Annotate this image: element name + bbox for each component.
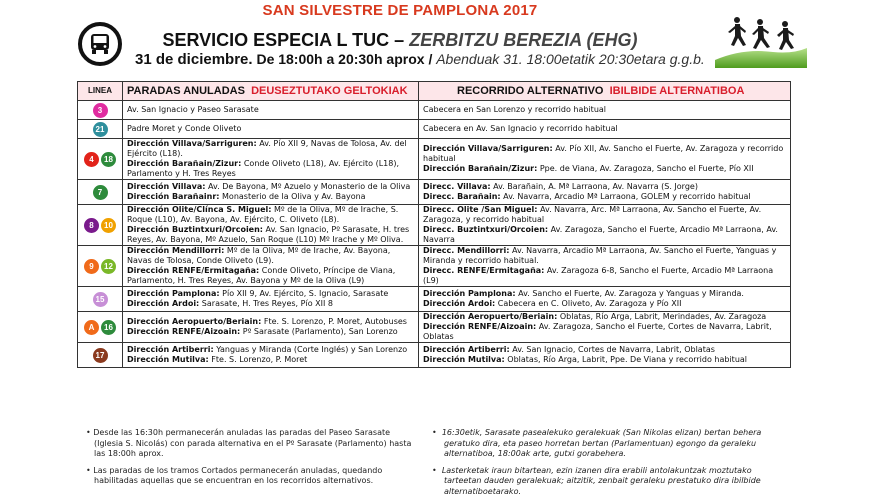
line-badge: 10: [101, 218, 116, 233]
line-badge: 9: [84, 259, 99, 274]
cancelled-stops-cell: [123, 205, 419, 246]
line-cell: [78, 287, 123, 312]
date-line: [135, 51, 705, 68]
cancelled-stops-cell: [123, 312, 419, 343]
direction-label: Dirección Mutilva:: [127, 355, 209, 364]
route-text: Av. Zaragoza, Sancho el Fuerte, Cortes de Navarra, Labrit, Oblatas: [423, 322, 772, 341]
alternative-route-cell: [419, 287, 791, 312]
cancelled-stop-entry: [127, 105, 414, 115]
direction-label: Dirección Villava/Sarriguren:: [423, 144, 553, 153]
cancelled-stop-entry: [127, 345, 414, 355]
note-es-2-text: Las paradas de los tramos Cortados permanecerán anuladas, quedando habilitadas aquellas que se encuentran en los recorridos alternativos.: [93, 465, 383, 485]
alternative-route-entry: [423, 312, 786, 322]
route-text: Av. Navarra, Arcadio Mª Larraona, Av. Sancho el Fuerte, Yanguas y Miranda y recorrido habitual.: [423, 246, 777, 265]
route-text: Ppe. de Viana, Av. Zaragoza, Sancho el Fuerte, Pío XII: [537, 164, 754, 173]
alternative-route-entry: [423, 164, 786, 174]
direction-label: Dirección Ardoi:: [127, 299, 200, 308]
bus-lines-table: [77, 81, 791, 368]
note-eu-2: • Lasterketak iraun bitartean, ezin izanen dira erabili antolakuntzak moztutako tarteetan dauden geralekuak; aitzitik, zenbait geraleku prestatuko dira ibilbide alternatiboetarako.: [432, 465, 761, 496]
direction-label: Dirección Pamplona:: [423, 289, 516, 298]
line-badge: 15: [93, 292, 108, 307]
alternative-route-entry: [423, 124, 786, 134]
col-header-paradas-es: PARADAS ANULADAS: [127, 85, 245, 97]
direction-label: Dirección RENFE/Ermitagaña:: [127, 266, 260, 275]
route-text: Av. Navarra, Arc. Mª Larraona, Av. Sancho el Fuerte, Av. Zaragoza, y recorrido habitual: [423, 205, 762, 224]
service-title-es: SERVICIO ESPECIA L TUC –: [162, 30, 405, 50]
runners-logo: [713, 12, 809, 68]
cancelled-stop-entry: [127, 299, 414, 309]
table-row: [78, 205, 791, 246]
direction-label: Dirección Barañain/Zizur:: [423, 164, 538, 173]
route-text: Cabecera en C. Oliveto, Av. Zaragoza y Pío XII: [495, 299, 682, 308]
col-header-recorrido-eu: IBILBIDE ALTERNATIBOA: [609, 85, 745, 97]
note-es-1: • Desde las 16:30h permanecerán anuladas las paradas del Paseo Sarasate (Iglesia S. Nicolás) con parada alternativa en el Pº Sarasate (Parlamento) hasta las 18:00h aprox.: [86, 428, 412, 458]
alternative-route-entry: [423, 355, 786, 365]
alternative-route-cell: [419, 343, 791, 368]
route-text: Av. De Bayona, Mº Azuelo y Monasterio de la Oliva: [205, 182, 411, 191]
line-cell: [78, 205, 123, 246]
route-text: Av. Pío XII 9, Navas de Tolosa, Av. del Ejército (L18).: [127, 139, 407, 158]
alternative-route-entry: [423, 299, 786, 309]
alternative-route-entry: [423, 205, 786, 225]
route-text: Sarasate, H. Tres Reyes, Pío XII 8: [199, 299, 333, 308]
cancelled-stop-entry: [127, 182, 414, 192]
col-header-paradas: [123, 82, 419, 101]
route-text: Av. Zaragoza 6-8, Sancho el Fuerte, Arcadio Mª Larraona (L9): [423, 266, 774, 285]
table-row: [78, 139, 791, 180]
direction-label: Dirección Buztintxuri/Orcoien:: [127, 225, 264, 234]
table-row: [78, 180, 791, 205]
alternative-route-entry: [423, 345, 786, 355]
alternative-route-cell: [419, 101, 791, 120]
direction-label: Dirección Villava:: [127, 182, 206, 191]
line-badge: 4: [84, 152, 99, 167]
cancelled-stops-cell: [123, 246, 419, 287]
alternative-route-entry: [423, 266, 786, 286]
direction-label: Dirección Pamplona:: [127, 289, 220, 298]
cancelled-stops-cell: [123, 120, 419, 139]
direction-label: Direcc. Buztintxuri/Orcoien:: [423, 225, 549, 234]
alternative-route-entry: [423, 289, 786, 299]
table-body: [78, 101, 791, 368]
table-row: [78, 246, 791, 287]
col-header-recorrido-es: RECORRIDO ALTERNATIVO: [457, 85, 604, 97]
cancelled-stop-entry: [127, 355, 414, 365]
cancelled-stop-entry: [127, 225, 414, 245]
cancelled-stop-entry: [127, 317, 414, 327]
line-cell: [78, 246, 123, 287]
line-badge: 7: [93, 185, 108, 200]
direction-label: Dirección Aeropuerto/Beriain:: [423, 312, 558, 321]
date-eu: Abenduak 31.: [436, 51, 523, 67]
route-text: Av. Navarra, Arcadio Mª Larraona, GOLEM y recorrido habitual: [500, 192, 751, 201]
direction-label: Dirección Artiberri:: [423, 345, 510, 354]
direction-label: Direcc. RENFE/Ermitagaña:: [423, 266, 545, 275]
cancelled-stop-entry: [127, 139, 414, 159]
event-title: SAN SILVESTRE DE PAMPLONA 2017: [262, 2, 538, 19]
col-header-paradas-eu: DEUSEZTUTAKO GELTOKIAK: [251, 85, 408, 97]
col-header-linea: LINEA: [78, 82, 123, 101]
cancelled-stops-cell: [123, 101, 419, 120]
cancelled-stops-cell: [123, 343, 419, 368]
route-text: Fte. S. Lorenzo, P. Moret: [208, 355, 308, 364]
direction-label: Dirección RENFE/Aizoain:: [423, 322, 537, 331]
cancelled-stop-entry: [127, 289, 414, 299]
direction-label: Dirección Mendillorri:: [127, 246, 225, 255]
note-eu-2-text: Lasterketak iraun bitartean, ezin izanen dira erabili antolakuntzak moztutako tarteetan dauden geralekuak; aitzitik, zenbait geraleku prestatuko dira ibilbide alternatiboetarako.: [441, 465, 761, 496]
route-text: Pº Sarasate (Parlamento), San Lorenzo: [240, 327, 398, 336]
line-cell: [78, 101, 123, 120]
time-es: De 18:00h a 20:30h aprox: [256, 51, 425, 67]
cancelled-stop-entry: [127, 246, 414, 266]
cancelled-stop-entry: [127, 266, 414, 286]
note-eu-1-text: 16:30etik, Sarasate pasealekuko geralekuak (San Nikolas elizan) bertan behera geratuko dira, eta paseo horretan bertan (Parlamentuan) egongo da geraleku alternatiboa, 18:00ak arte, gutxi gorabehera.: [441, 428, 762, 458]
cancelled-stop-entry: [127, 159, 414, 179]
direction-label: Dirección Aeropuerto/Beriain:: [127, 317, 262, 326]
direction-label: Direcc. Villava:: [423, 182, 491, 191]
alternative-route-cell: [419, 120, 791, 139]
cancelled-stops-cell: [123, 139, 419, 180]
route-text: Oblatas, Río Arga, Labrit, Merindades, Av. Zaragoza: [557, 312, 767, 321]
direction-label: Dirección Ardoi:: [423, 299, 496, 308]
route-text: Mº de la Oliva, Mº de Irache, S. Roque (L10), Av. Bayona, Av. Ejército, C. Oliveto (L8).: [127, 205, 399, 224]
cancelled-stop-entry: [127, 192, 414, 202]
date-es: 31 de diciembre.: [135, 51, 253, 68]
direction-label: Dirección Mutilva:: [423, 355, 505, 364]
time-eu: 18:00etatik 20:30etara g.g.b.: [526, 51, 705, 67]
line-badge: A: [84, 320, 99, 335]
table-header-row: [78, 82, 791, 101]
direction-label: Dirección Barañainr:: [127, 192, 220, 201]
alternative-route-entry: [423, 182, 786, 192]
line-cell: [78, 120, 123, 139]
line-badge: 3: [93, 103, 108, 118]
alternative-route-entry: [423, 225, 786, 245]
direction-label: Dirección RENFE/Aizoain:: [127, 327, 241, 336]
direction-label: Dirección Olite/Clínca S. Miguel:: [127, 205, 272, 214]
table-row: [78, 101, 791, 120]
alternative-route-cell: [419, 180, 791, 205]
route-text: Cabecera en San Lorenzo y recorrido habitual: [423, 105, 607, 114]
line-badge: 21: [93, 122, 108, 137]
route-text: Av. San Ignacio y Paseo Sarasate: [127, 105, 259, 114]
route-text: Av. San Ignacio, Cortes de Navarra, Labrit, Oblatas: [509, 345, 715, 354]
route-text: Monasterio de la Oliva y Av. Bayona: [219, 192, 366, 201]
direction-label: Direcc. Olite /San Miguel:: [423, 205, 538, 214]
route-text: Conde Oliveto, Príncipe de Viana, Parlamento, H. Tres Reyes, Av. Bayona y Mº de la Oliva (L9): [127, 266, 396, 285]
alternative-route-entry: [423, 105, 786, 115]
col-header-recorrido: [419, 82, 791, 101]
alternative-route-entry: [423, 246, 786, 266]
note-es-1-text: Desde las 16:30h permanecerán anuladas las paradas del Paseo Sarasate (Iglesia S. Nicolás) con parada alternativa en el Pº Sarasate (Parlamento) hasta las 18:00h aprox.: [93, 428, 412, 458]
alternative-route-cell: [419, 312, 791, 343]
notes-basque: [432, 428, 772, 503]
table-row: [78, 120, 791, 139]
table-row: [78, 312, 791, 343]
line-cell: [78, 343, 123, 368]
route-text: Pío XII 9, Av. Ejército, S. Ignacio, Sarasate: [219, 289, 389, 298]
note-eu-1: • 16:30etik, Sarasate pasealekuko geralekuak (San Nikolas elizan) bertan behera geratuko dira, eta paseo horretan bertan (Parlamentuan) egongo da geraleku alternatiboa, 18:00ak arte, gutxi gorabehera.: [432, 428, 762, 458]
route-text: Oblatas, Río Arga, Labrit, Ppe. De Viana y recorrido habitual: [504, 355, 748, 364]
service-title: [0, 30, 800, 51]
line-badge: 16: [101, 320, 116, 335]
cancelled-stops-cell: [123, 180, 419, 205]
line-badge: 12: [101, 259, 116, 274]
date-separator: /: [428, 51, 433, 67]
route-text: Av. Zaragoza, Sancho el Fuerte, Arcadio Mª Larraona, Av. Navarra: [423, 225, 778, 244]
route-text: Cabecera en Av. San Ignacio y recorrido habitual: [423, 124, 618, 133]
notes-spanish: [86, 428, 416, 493]
direction-label: Dirección Artiberri:: [127, 345, 214, 354]
line-badge: 17: [93, 348, 108, 363]
cancelled-stops-cell: [123, 287, 419, 312]
line-cell: [78, 312, 123, 343]
alternative-route-cell: [419, 246, 791, 287]
direction-label: Direcc. Mendillorri:: [423, 246, 510, 255]
line-badge: 8: [84, 218, 99, 233]
alternative-route-cell: [419, 205, 791, 246]
alternative-route-entry: [423, 322, 786, 342]
service-title-eu: ZERBITZU BEREZIA (EHG): [409, 30, 638, 50]
route-text: Av. Barañain, A. Mª Larraona, Av. Navarra (S. Jorge): [490, 182, 698, 191]
cancelled-stop-entry: [127, 124, 414, 134]
route-text: Mº de la Oliva, Mº de Irache, Av. Bayona, Navas de Tolosa, Conde Oliveto (L9).: [127, 246, 391, 265]
alternative-route-cell: [419, 139, 791, 180]
note-es-2: • Las paradas de los tramos Cortados permanecerán anuladas, quedando habilitadas aquellas que se encuentran en los recorridos alternativos.: [86, 465, 383, 485]
route-text: Av. Sancho el Fuerte, Av. Zaragoza y Yanguas y Miranda.: [515, 289, 744, 298]
route-text: Conde Oliveto (L18), Av. Ejército (L18), Parlamento y H. Tres Reyes: [127, 159, 400, 178]
table-row: [78, 287, 791, 312]
line-badge: 18: [101, 152, 116, 167]
route-text: Av. San Ignacio, Pº Sarasate, H. tres Reyes, Av. Bayona, Mº Azuelo, San Roque (L10) Mº Irache y Mº Oliva.: [127, 225, 410, 244]
table-row: [78, 343, 791, 368]
direction-label: Direcc. Barañain:: [423, 192, 501, 201]
direction-label: Dirección Barañain/Zizur:: [127, 159, 242, 168]
route-text: Yanguas y Miranda (Corte Inglés) y San Lorenzo: [213, 345, 408, 354]
line-cell: [78, 139, 123, 180]
cancelled-stop-entry: [127, 205, 414, 225]
direction-label: Dirección Villava/Sarriguren:: [127, 139, 257, 148]
alternative-route-entry: [423, 192, 786, 202]
route-text: Fte. S. Lorenzo, P. Moret, Autobuses: [261, 317, 407, 326]
cancelled-stop-entry: [127, 327, 414, 337]
line-cell: [78, 180, 123, 205]
route-text: Padre Moret y Conde Oliveto: [127, 124, 242, 133]
route-text: Av. Pío XII, Av. Sancho el Fuerte, Av. Zaragoza y recorrido habitual: [423, 144, 784, 163]
alternative-route-entry: [423, 144, 786, 164]
